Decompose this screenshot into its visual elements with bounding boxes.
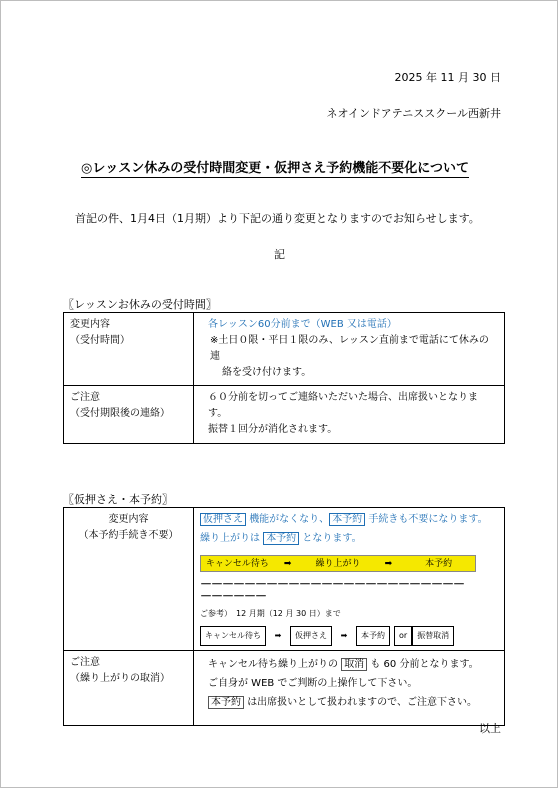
label-text: ご注意 [70,657,100,668]
row-label-change [64,508,194,651]
row-label-caution [64,651,194,726]
deadline-text: 各レッスン60分前まで（WEB 又は電話） [208,319,397,330]
row-label-caution [64,386,194,444]
label-text: ご注意 [70,392,100,403]
hon-badge: 本予約 [208,696,244,709]
kari-badge: 仮押さえ [200,513,246,526]
caution-text-2: 振替１回分が消化されます。 [208,424,338,435]
arrow-right-icon: ➡ [384,558,393,569]
cancel-badge: 取消 [341,658,367,671]
caution2-line-2: ご自身が WEB でご判断の上操作して下さい。 [208,678,418,689]
old-step-cancel-transfer: 振替取消 [412,626,454,646]
row-content-caution2 [194,651,505,726]
text: 手続きも不要になります。 [368,514,488,525]
section1-heading: 〖レッスンお休みの受付時間〗 [63,298,217,311]
intro-text: 首記の件、1月4日（1月期）より下記の通り変更となりますのでお知らせします。 [75,212,480,225]
text: は出席扱いとして扱われますので、ご注意下さい。 [247,697,477,708]
label-text: 変更内容 [108,514,149,525]
document-date: 2025 年 11 月 30 日 [394,71,501,84]
old-step-kari: 仮押さえ [290,626,332,646]
hon-badge: 本予約 [329,513,365,526]
note-text: ※土日０限・平日１限のみ、レッスン直前まで電話にて休みの連 [210,335,489,362]
caution2-line-1 [208,655,496,674]
label-sub-text: （本予約手続き不要） [78,530,179,541]
caution-text: ６０分前を切ってご連絡いただいた場合、出席扱いとなります。 [208,392,478,419]
text: 機能がなくなり、 [249,514,330,525]
old-step-or: or [394,626,412,646]
text: 繰り上がりは [200,533,260,544]
section2-heading: 〖仮押さえ・本予約〗 [63,493,173,506]
school-name: ネオインドアテニススクール西新井 [326,107,501,120]
text: となります。 [302,533,362,544]
row-content-reservation [194,508,505,651]
old-flow [200,626,496,646]
reservation-table [63,507,505,726]
arrow-right-icon: ➡ [274,631,282,640]
dashed-divider: －－－－－－－－－－－－－－－－－－－－－－－－－－－－－－ [200,578,465,602]
old-step-waitlist: キャンセル待ち [200,626,266,646]
flow-step-promotion: 繰り上がり [315,558,361,569]
reference-note: ご参考） 12 月期（12 月 30 日）まで [200,609,341,618]
text: キャンセル待ち繰り上がりの [208,659,338,670]
old-step-reservation: 本予約 [356,626,390,646]
label-text: 変更内容 [70,319,110,330]
reservation-line-1 [200,512,496,528]
closing-mark: 以上 [479,722,501,735]
text: も 60 分前となります。 [370,659,479,670]
arrow-right-icon: ➡ [340,631,348,640]
document-title: ◎レッスン休みの受付時間変更・仮押さえ予約機能不要化について [81,157,469,178]
hon-badge: 本予約 [263,532,299,545]
label-sub-text: （受付期限後の連絡） [70,408,170,419]
new-flow-bar [200,555,476,572]
arrow-right-icon: ➡ [283,558,292,569]
note-text-cont: 絡を受け付けます。 [222,367,312,378]
reservation-line-2 [200,531,496,547]
flow-step-waitlist: キャンセル待ち [205,558,269,569]
label-sub-text: （繰り上がりの取消） [70,673,170,684]
caution2-line-3 [208,693,496,712]
absence-table [63,312,505,444]
flow-step-reservation: 本予約 [425,558,453,569]
ki-mark: 記 [274,248,285,261]
label-sub-text: （受付時間） [70,335,130,346]
row-content-change [194,313,505,386]
row-label-change [64,313,194,386]
row-content-caution [194,386,505,444]
